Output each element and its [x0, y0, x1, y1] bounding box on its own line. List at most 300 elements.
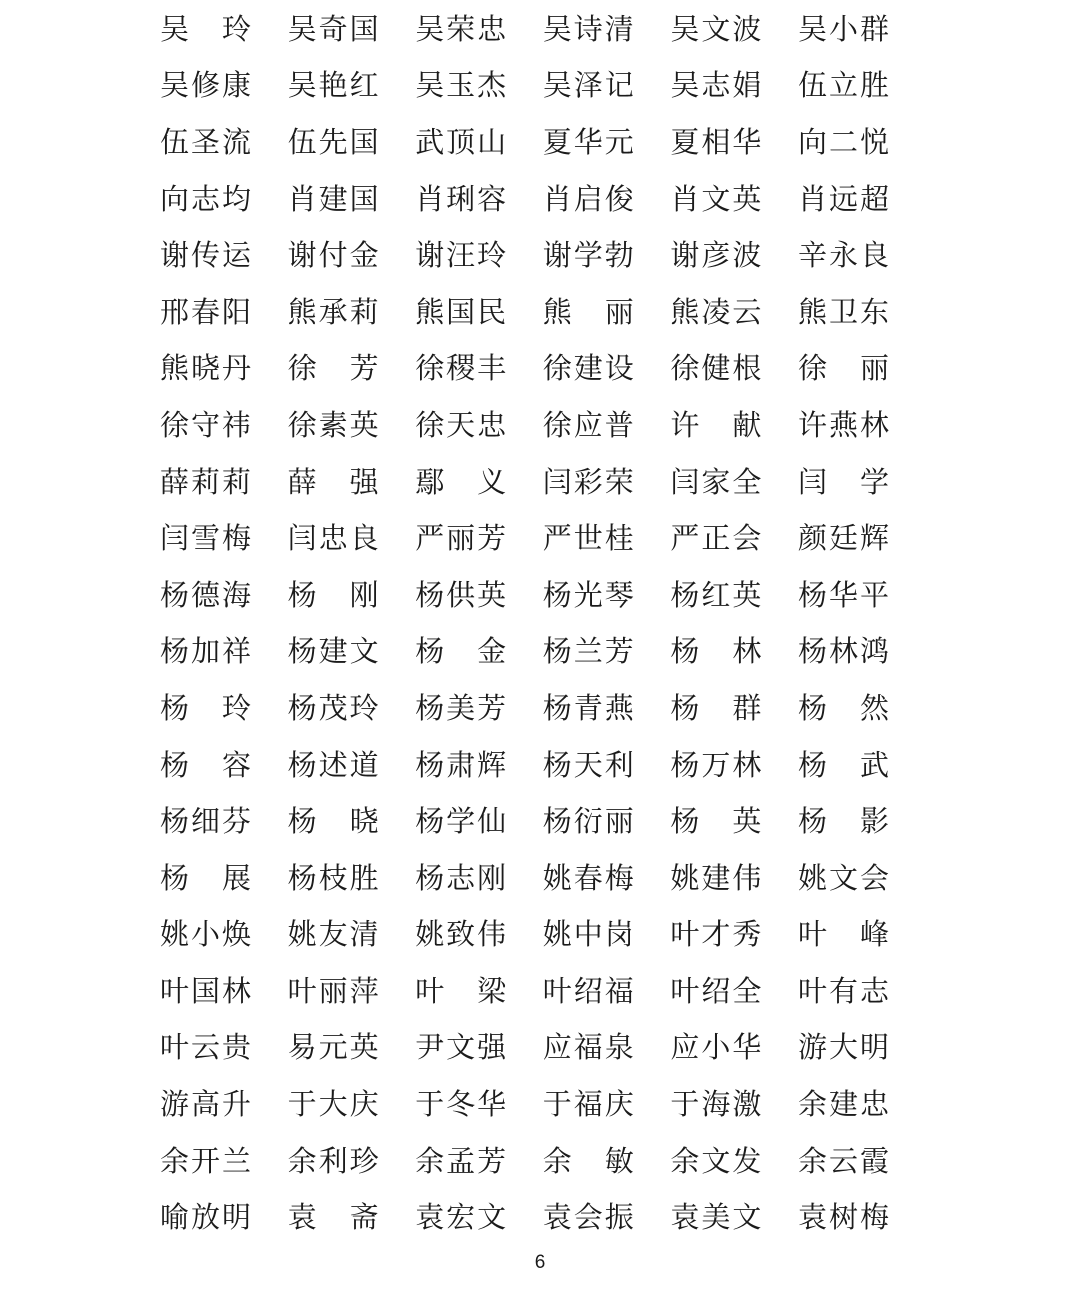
name-char: 忠 — [477, 407, 507, 442]
name-char: 丽 — [446, 521, 476, 556]
name-cell — [670, 860, 762, 895]
name-cell — [542, 124, 634, 159]
name-char: 杨 — [542, 634, 572, 669]
name-char: 国 — [349, 124, 379, 159]
name-char: 杨 — [797, 747, 827, 782]
name-char: 群 — [732, 690, 762, 725]
name-char: 学 — [573, 238, 603, 273]
name-char: 丰 — [477, 351, 507, 386]
name-char: 群 — [859, 11, 889, 46]
name-char: 文 — [446, 1030, 476, 1065]
name-cell — [415, 68, 507, 103]
name-char: 国 — [446, 294, 476, 329]
name-cell — [542, 68, 634, 103]
name-char: 元 — [318, 1030, 348, 1065]
name-char: 阳 — [221, 294, 251, 329]
name-char: 泽 — [573, 68, 603, 103]
name-char: 伟 — [477, 917, 507, 952]
name-cell — [287, 351, 379, 386]
name-char: 建 — [318, 634, 348, 669]
name-char: 尹 — [415, 1030, 445, 1065]
name-cell — [670, 521, 762, 556]
name-char: 叶 — [160, 973, 190, 1008]
name-char: 杨 — [797, 690, 827, 725]
name-char: 仙 — [477, 804, 507, 839]
name-char: 光 — [573, 577, 603, 612]
name-cell — [160, 690, 251, 725]
name-char: 激 — [732, 1087, 762, 1122]
name-row — [160, 1020, 889, 1077]
name-char: 树 — [828, 1200, 858, 1235]
name-char: 林 — [732, 747, 762, 782]
name-char: 云 — [828, 1143, 858, 1178]
name-char: 肖 — [797, 181, 827, 216]
name-char: 肖 — [287, 181, 317, 216]
name-cell — [160, 1200, 251, 1235]
name-char: 元 — [604, 124, 634, 159]
name-char: 荣 — [446, 11, 476, 46]
name-char: 振 — [604, 1200, 634, 1235]
name-row — [160, 284, 889, 341]
name-char: 兰 — [573, 634, 603, 669]
name-row — [160, 1133, 889, 1190]
name-char: 承 — [318, 294, 348, 329]
name-char: 诗 — [573, 11, 603, 46]
name-char: 素 — [318, 407, 348, 442]
name-char: 国 — [190, 973, 220, 1008]
name-char: 杨 — [287, 690, 317, 725]
name-char: 万 — [701, 747, 731, 782]
name-char: 丽 — [859, 351, 889, 386]
name-row — [160, 567, 889, 624]
name-char: 严 — [670, 521, 700, 556]
name-char: 玲 — [477, 238, 507, 273]
name-char: 庆 — [604, 1087, 634, 1122]
name-cell — [287, 634, 379, 669]
name-char: 杨 — [160, 804, 190, 839]
name-char: 伍 — [160, 124, 190, 159]
name-char: 杨 — [160, 634, 190, 669]
name-row — [160, 1076, 889, 1133]
name-char: 武 — [415, 124, 445, 159]
name-cell — [670, 804, 762, 839]
name-char: 建 — [573, 351, 603, 386]
name-cell — [415, 917, 507, 952]
name-char: 梅 — [221, 521, 251, 556]
name-cell — [670, 973, 762, 1008]
name-char: 福 — [573, 1087, 603, 1122]
name-char: 姚 — [287, 917, 317, 952]
name-char: 肖 — [670, 181, 700, 216]
name-char: 杨 — [160, 747, 190, 782]
name-char: 致 — [446, 917, 476, 952]
name-char: 玲 — [221, 11, 251, 46]
name-char: 稷 — [446, 351, 476, 386]
name-char: 杨 — [160, 577, 190, 612]
name-char: 民 — [477, 294, 507, 329]
name-row — [160, 1189, 889, 1246]
name-char: 东 — [859, 294, 889, 329]
name-cell — [542, 804, 634, 839]
name-char: 全 — [732, 973, 762, 1008]
name-char: 立 — [828, 68, 858, 103]
name-cell — [287, 407, 379, 442]
name-row — [160, 850, 889, 907]
name-char: 胜 — [349, 860, 379, 895]
name-char: 忠 — [859, 1087, 889, 1122]
name-char: 杨 — [415, 577, 445, 612]
name-char: 德 — [190, 577, 220, 612]
name-char: 熊 — [542, 294, 572, 329]
name-char: 玉 — [446, 68, 476, 103]
name-char: 芳 — [477, 1143, 507, 1178]
name-char: 杨 — [670, 634, 700, 669]
name-char: 姚 — [542, 917, 572, 952]
name-char: 薛 — [160, 464, 190, 499]
name-char: 吴 — [670, 68, 700, 103]
name-char: 记 — [604, 68, 634, 103]
name-char: 华 — [477, 1087, 507, 1122]
name-char: 叶 — [160, 1030, 190, 1065]
name-char: 游 — [160, 1087, 190, 1122]
name-cell — [160, 351, 251, 386]
name-char: 闫 — [797, 464, 827, 499]
name-char: 萍 — [349, 973, 379, 1008]
name-char: 雪 — [190, 521, 220, 556]
name-char: 袁 — [415, 1200, 445, 1235]
name-row — [160, 793, 889, 850]
name-char: 丽 — [318, 973, 348, 1008]
name-cell — [415, 1200, 507, 1235]
name-char: 利 — [318, 1143, 348, 1178]
name-cell — [670, 68, 762, 103]
name-cell — [797, 577, 889, 612]
name-cell — [542, 1200, 634, 1235]
name-row — [160, 624, 889, 681]
name-char: 林 — [732, 634, 762, 669]
name-char: 美 — [446, 690, 476, 725]
name-cell — [287, 1143, 379, 1178]
name-char: 鸿 — [859, 634, 889, 669]
name-char: 梅 — [859, 1200, 889, 1235]
name-char: 文 — [477, 1200, 507, 1235]
name-char: 福 — [604, 973, 634, 1008]
name-row — [160, 963, 889, 1020]
name-char: 海 — [221, 577, 251, 612]
name-cell — [415, 860, 507, 895]
name-cell — [797, 181, 889, 216]
name-char: 修 — [190, 68, 220, 103]
name-char: 芳 — [604, 634, 634, 669]
name-row — [160, 737, 889, 794]
name-cell — [160, 577, 251, 612]
name-char: 杨 — [670, 804, 700, 839]
name-cell — [287, 464, 379, 499]
name-char: 莉 — [349, 294, 379, 329]
name-char: 芳 — [349, 351, 379, 386]
name-row — [160, 58, 889, 115]
name-cell — [542, 11, 634, 46]
name-char: 杨 — [542, 690, 572, 725]
name-char: 放 — [190, 1200, 220, 1235]
name-cell — [415, 464, 507, 499]
name-char: 相 — [701, 124, 731, 159]
name-cell — [415, 124, 507, 159]
name-cell — [287, 1030, 379, 1065]
name-char: 叶 — [670, 973, 700, 1008]
name-char: 展 — [221, 860, 251, 895]
name-char: 吴 — [542, 68, 572, 103]
name-char: 杨 — [797, 804, 827, 839]
name-cell — [287, 294, 379, 329]
name-char: 杰 — [477, 68, 507, 103]
name-char: 学 — [859, 464, 889, 499]
name-cell — [670, 238, 762, 273]
name-char: 杨 — [415, 747, 445, 782]
name-char: 闫 — [542, 464, 572, 499]
name-row — [160, 680, 889, 737]
name-char: 强 — [477, 1030, 507, 1065]
name-char: 刚 — [477, 860, 507, 895]
name-char: 国 — [349, 181, 379, 216]
name-char: 峰 — [859, 917, 889, 952]
name-char: 谢 — [415, 238, 445, 273]
name-cell — [415, 238, 507, 273]
name-char: 桂 — [604, 521, 634, 556]
name-char: 山 — [477, 124, 507, 159]
name-char: 云 — [732, 294, 762, 329]
name-char: 茂 — [318, 690, 348, 725]
name-cell — [287, 124, 379, 159]
name-char: 薛 — [287, 464, 317, 499]
name-char: 文 — [701, 11, 731, 46]
name-cell — [160, 521, 251, 556]
name-char: 小 — [701, 1030, 731, 1065]
name-cell — [542, 690, 634, 725]
name-cell — [670, 464, 762, 499]
name-char: 圣 — [190, 124, 220, 159]
name-cell — [670, 351, 762, 386]
name-cell — [797, 634, 889, 669]
name-char: 吴 — [415, 11, 445, 46]
name-char: 杨 — [287, 860, 317, 895]
name-char: 肃 — [446, 747, 476, 782]
name-cell — [797, 351, 889, 386]
name-char: 绍 — [573, 973, 603, 1008]
name-char: 叶 — [287, 973, 317, 1008]
name-char: 开 — [190, 1143, 220, 1178]
name-char: 谢 — [542, 238, 572, 273]
name-char: 志 — [190, 181, 220, 216]
name-char: 永 — [828, 238, 858, 273]
name-char: 付 — [318, 238, 348, 273]
name-char: 徐 — [797, 351, 827, 386]
name-char: 熊 — [415, 294, 445, 329]
name-char: 余 — [160, 1143, 190, 1178]
name-char: 强 — [349, 464, 379, 499]
name-cell — [287, 1200, 379, 1235]
name-cell — [670, 747, 762, 782]
name-char: 熊 — [160, 351, 190, 386]
name-cell — [670, 1143, 762, 1178]
name-char: 杨 — [670, 577, 700, 612]
name-char: 义 — [477, 464, 507, 499]
name-char: 杨 — [415, 804, 445, 839]
name-char: 闫 — [287, 521, 317, 556]
name-cell — [287, 860, 379, 895]
name-row — [160, 510, 889, 567]
name-cell — [542, 181, 634, 216]
name-char: 吴 — [160, 68, 190, 103]
name-char: 良 — [859, 238, 889, 273]
name-char: 贵 — [221, 1030, 251, 1065]
name-char: 严 — [542, 521, 572, 556]
name-char: 邢 — [160, 294, 190, 329]
name-cell — [670, 577, 762, 612]
name-char: 华 — [732, 1030, 762, 1065]
name-char: 会 — [732, 521, 762, 556]
name-char: 建 — [701, 860, 731, 895]
name-char: 袁 — [797, 1200, 827, 1235]
name-cell — [287, 11, 379, 46]
name-cell — [415, 634, 507, 669]
name-char: 鄢 — [415, 464, 445, 499]
name-char: 霞 — [859, 1143, 889, 1178]
name-char: 华 — [732, 124, 762, 159]
name-char: 吴 — [287, 11, 317, 46]
name-row — [160, 171, 889, 228]
name-cell — [415, 294, 507, 329]
name-cell — [542, 747, 634, 782]
name-char: 大 — [828, 1030, 858, 1065]
name-char: 清 — [604, 11, 634, 46]
name-cell — [287, 690, 379, 725]
name-char: 春 — [573, 860, 603, 895]
name-char: 吴 — [797, 11, 827, 46]
name-char: 忠 — [477, 11, 507, 46]
name-char: 余 — [797, 1087, 827, 1122]
name-cell — [160, 407, 251, 442]
name-char: 绍 — [701, 973, 731, 1008]
name-cell — [797, 238, 889, 273]
name-char: 丽 — [604, 294, 634, 329]
name-char: 伍 — [797, 68, 827, 103]
name-char: 运 — [221, 238, 251, 273]
name-char: 普 — [604, 407, 634, 442]
name-char: 杨 — [670, 690, 700, 725]
name-char: 波 — [732, 238, 762, 273]
name-cell — [160, 11, 251, 46]
name-cell — [797, 690, 889, 725]
name-char: 徐 — [542, 407, 572, 442]
name-row — [160, 227, 889, 284]
name-char: 徐 — [542, 351, 572, 386]
name-char: 影 — [859, 804, 889, 839]
name-char: 杨 — [542, 804, 572, 839]
name-char: 玲 — [221, 690, 251, 725]
name-char: 先 — [318, 124, 348, 159]
name-cell — [160, 294, 251, 329]
name-char: 卫 — [828, 294, 858, 329]
name-char: 发 — [732, 1143, 762, 1178]
name-char: 芳 — [477, 690, 507, 725]
name-cell — [415, 1143, 507, 1178]
name-char: 才 — [701, 917, 731, 952]
name-cell — [797, 124, 889, 159]
name-char: 会 — [859, 860, 889, 895]
name-cell — [542, 973, 634, 1008]
name-char: 设 — [604, 351, 634, 386]
name-cell — [287, 238, 379, 273]
name-char: 叶 — [670, 917, 700, 952]
name-cell — [160, 124, 251, 159]
name-char: 徐 — [415, 407, 445, 442]
name-cell — [670, 690, 762, 725]
name-char: 夏 — [542, 124, 572, 159]
name-char: 易 — [287, 1030, 317, 1065]
name-char: 向 — [160, 181, 190, 216]
name-char: 福 — [573, 1030, 603, 1065]
name-char: 谢 — [670, 238, 700, 273]
name-char: 余 — [670, 1143, 700, 1178]
name-char: 英 — [349, 1030, 379, 1065]
name-char: 熊 — [287, 294, 317, 329]
name-char: 辉 — [477, 747, 507, 782]
name-char: 国 — [349, 11, 379, 46]
name-cell — [542, 577, 634, 612]
name-cell — [415, 521, 507, 556]
name-cell — [797, 1087, 889, 1122]
name-cell — [542, 917, 634, 952]
name-cell — [160, 1087, 251, 1122]
name-cell — [160, 747, 251, 782]
name-cell — [670, 1200, 762, 1235]
name-char: 全 — [732, 464, 762, 499]
name-cell — [797, 68, 889, 103]
name-cell — [797, 521, 889, 556]
name-cell — [287, 577, 379, 612]
name-char: 健 — [701, 351, 731, 386]
name-char: 英 — [732, 577, 762, 612]
name-char: 玲 — [349, 690, 379, 725]
name-cell — [415, 351, 507, 386]
name-char: 杨 — [287, 747, 317, 782]
name-cell — [542, 634, 634, 669]
name-char: 姚 — [797, 860, 827, 895]
name-char: 文 — [701, 181, 731, 216]
name-char: 道 — [349, 747, 379, 782]
name-cell — [670, 407, 762, 442]
name-char: 英 — [732, 181, 762, 216]
name-char: 廷 — [828, 521, 858, 556]
name-row — [160, 341, 889, 398]
name-cell — [797, 860, 889, 895]
name-cell — [160, 68, 251, 103]
name-char: 世 — [573, 521, 603, 556]
name-char: 于 — [287, 1087, 317, 1122]
name-row — [160, 454, 889, 511]
name-cell — [797, 804, 889, 839]
name-char: 文 — [828, 860, 858, 895]
name-cell — [542, 351, 634, 386]
name-char: 金 — [477, 634, 507, 669]
name-char: 天 — [573, 747, 603, 782]
name-char: 金 — [349, 238, 379, 273]
name-char: 悦 — [859, 124, 889, 159]
name-char: 姚 — [670, 860, 700, 895]
name-char: 林 — [828, 634, 858, 669]
name-cell — [287, 1087, 379, 1122]
